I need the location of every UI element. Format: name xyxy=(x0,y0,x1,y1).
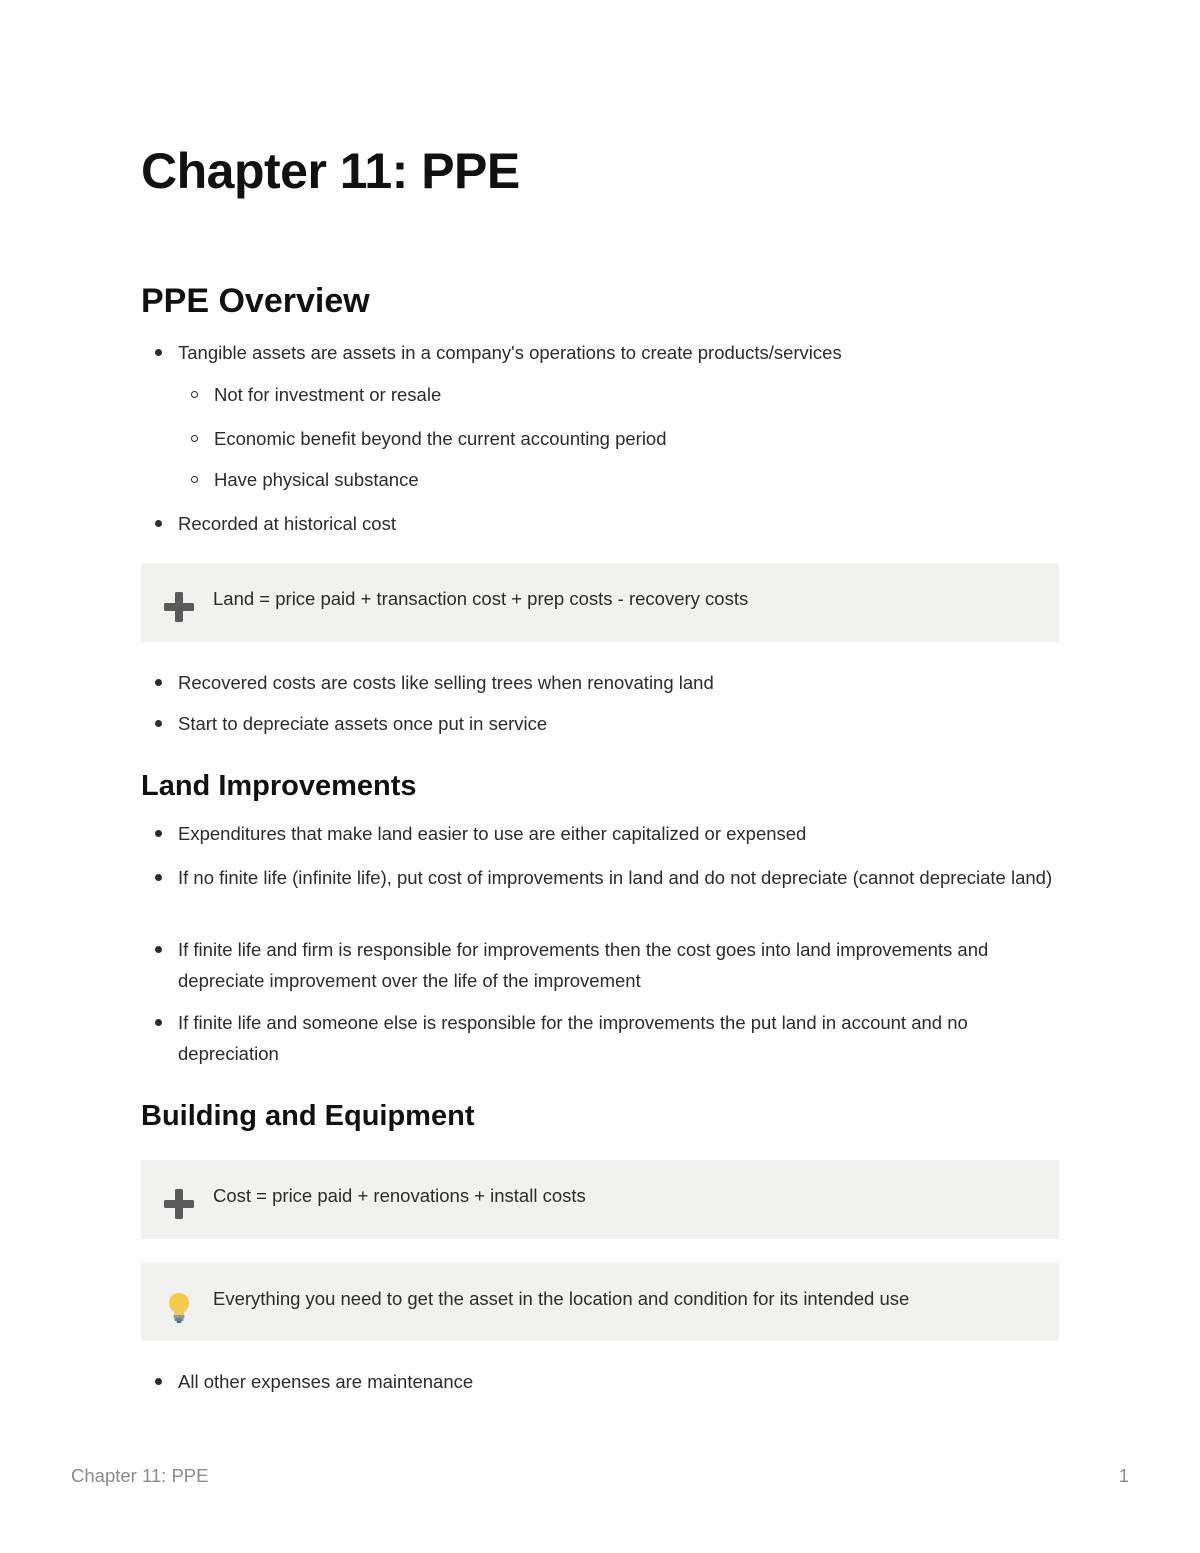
page-title: Chapter 11: PPE xyxy=(141,143,520,199)
heavy-plus-icon xyxy=(161,1186,197,1222)
callout-text: Land = price paid + transaction cost + prep costs - recovery costs xyxy=(213,588,749,609)
sub-list-item: Economic benefit beyond the current accounting period xyxy=(214,423,1054,454)
callout-tip xyxy=(141,1263,1059,1341)
callout-text: Everything you need to get the asset in the location and condition for its intended use xyxy=(213,1288,910,1309)
lightbulb-icon xyxy=(161,1289,197,1325)
list-item: Recorded at historical cost xyxy=(178,508,1058,539)
list-item: Start to depreciate assets once put in service xyxy=(178,708,1058,739)
callout-cost-formula xyxy=(141,1160,1059,1239)
sub-list-item: Not for investment or resale xyxy=(214,379,1054,410)
list-item: All other expenses are maintenance xyxy=(178,1366,1058,1397)
list-item: Tangible assets are assets in a company's operations to create products/services xyxy=(178,337,1058,368)
page-number: 1 xyxy=(1118,1465,1129,1486)
list-item: If finite life and firm is responsible for improvements then the cost goes into land improvements and depreciate improvement over the life of the improvement xyxy=(178,934,1058,996)
section-heading-land-improvements: Land Improvements xyxy=(141,770,417,802)
list-item: Recovered costs are costs like selling trees when renovating land xyxy=(178,667,1058,698)
section-heading-building-equipment: Building and Equipment xyxy=(141,1100,475,1132)
list-item: If finite life and someone else is responsible for the improvements the put land in account and no depreciation xyxy=(178,1007,1058,1069)
footer-title: Chapter 11: PPE xyxy=(71,1465,209,1486)
heavy-plus-icon xyxy=(161,589,197,625)
list-item: If no finite life (infinite life), put cost of improvements in land and do not depreciate (cannot depreciate land) xyxy=(178,862,1058,893)
list-item: Expenditures that make land easier to use are either capitalized or expensed xyxy=(178,818,1058,849)
sub-list-item: Have physical substance xyxy=(214,464,1054,495)
callout-land-formula xyxy=(141,563,1059,642)
callout-text: Cost = price paid + renovations + install costs xyxy=(213,1185,586,1206)
section-heading-ppe-overview: PPE Overview xyxy=(141,282,370,320)
